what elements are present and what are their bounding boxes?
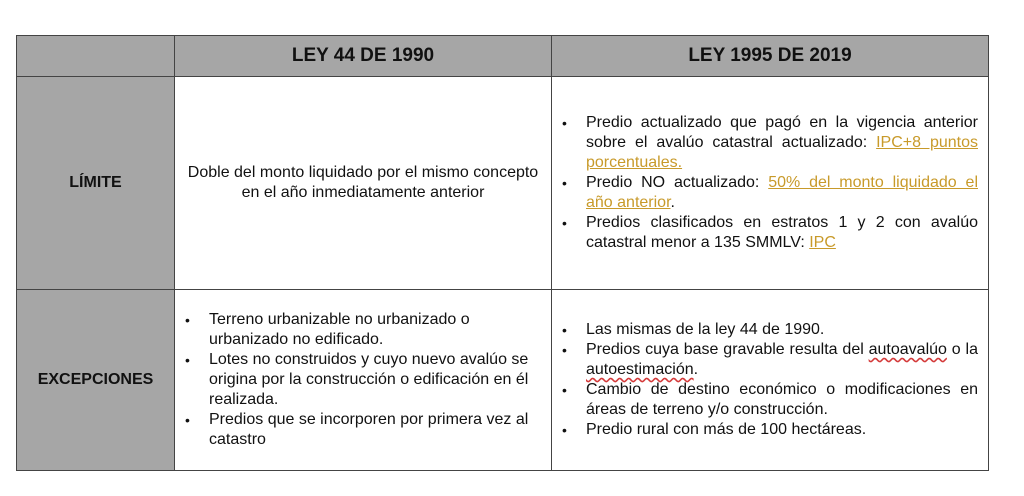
list-item: • Lotes no construidos y cuyo nuevo avalúo se origina por la construcción o edificación en él realizada.: [185, 350, 541, 410]
row-excepciones: [17, 290, 989, 471]
limite-ley44-cell: [175, 77, 552, 290]
item-tail: .: [670, 194, 675, 211]
excepciones-ley1995-cell: [552, 290, 989, 471]
spellcheck-word: autoavalúo: [868, 341, 947, 358]
limite-ley44-text: Doble del monto liquidado por el mismo concepto en el año inmediatamente anterior: [187, 164, 539, 201]
header-row: [17, 36, 989, 77]
list-item: • Predios que se incorporen por primera vez al catastro: [185, 410, 541, 450]
excepciones-ley44-list: [175, 310, 551, 450]
list-item: • Las mismas de la ley 44 de 1990.: [562, 320, 978, 340]
item-text: Predio NO actualizado:: [586, 174, 769, 191]
limite-ley1995-cell: [552, 77, 989, 290]
header-ley1995: LEY 1995 DE 2019: [552, 36, 989, 77]
highlight-link[interactable]: IPC+8 puntos porcentuales.: [586, 134, 978, 171]
comparison-table: [16, 35, 989, 471]
limite-ley1995-list: [552, 113, 988, 253]
header-ley44: LEY 44 DE 1990: [175, 36, 552, 77]
header-blank-cell: [17, 36, 175, 77]
item-text: Predio actualizado que pagó en la vigencia anterior sobre el avalúo catastral actualizado:: [586, 114, 978, 151]
excepciones-ley44-cell: [175, 290, 552, 471]
list-item: [562, 213, 978, 253]
list-item: [562, 173, 978, 213]
highlight-link[interactable]: 50% del monto liquidado el año anterior: [586, 174, 978, 211]
row-label-excepciones: EXCEPCIONES: [17, 290, 175, 471]
list-item: • Predio rural con más de 100 hectáreas.: [562, 420, 978, 440]
item-text: o la: [946, 341, 978, 358]
row-label-limite: LÍMITE: [17, 77, 175, 290]
list-item: • Terreno urbanizable no urbanizado o urbanizado no edificado.: [185, 310, 541, 350]
spellcheck-word: autoestimación: [586, 361, 694, 378]
excepciones-ley1995-list: [552, 320, 988, 440]
list-item: [562, 340, 978, 380]
item-tail: .: [693, 361, 699, 378]
highlight-link[interactable]: IPC: [809, 234, 836, 251]
item-text: Predios cuya base gravable resulta del: [586, 341, 869, 358]
list-item: • Cambio de destino económico o modificaciones en áreas de terreno y/o construcción.: [562, 380, 978, 420]
row-limite: [17, 77, 989, 290]
list-item: [562, 113, 978, 173]
item-text: Predios clasificados en estratos 1 y 2 con avalúo catastral menor a 135 SMMLV:: [586, 214, 978, 251]
